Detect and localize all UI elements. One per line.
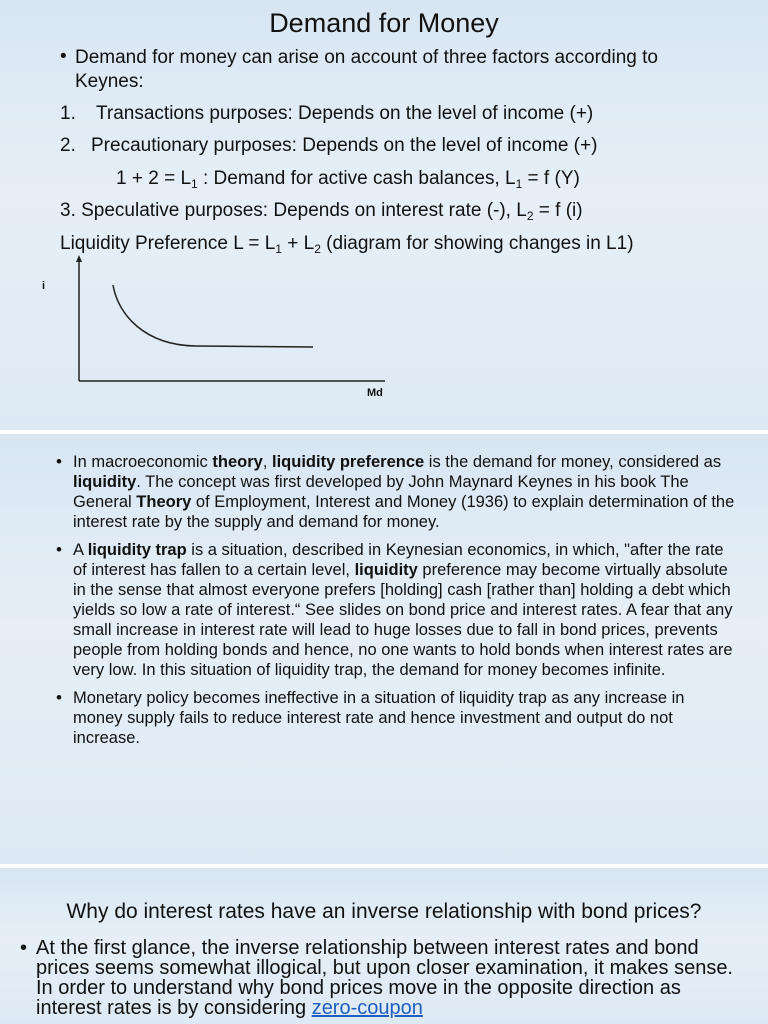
lp-sub-1: 1	[275, 242, 282, 256]
item-1-text: Transactions purposes: Depends on the level of income (+)	[96, 103, 594, 124]
lp-pre: Liquidity Preference L = L	[60, 233, 276, 254]
paragraph	[20, 938, 750, 1018]
text-run: Monetary policy becomes ineffective in a situation of liquidity trap as any increase in money supply fails to reduce interest rate and hence investment and output do not increase.	[73, 689, 685, 747]
spec-post: = f (i)	[533, 200, 583, 221]
active-sub: 1	[191, 177, 198, 191]
slide-title: Demand for Money	[269, 8, 499, 38]
active-pre: 1 + 2 = L	[116, 168, 192, 189]
list-item	[56, 688, 736, 748]
active-sub-2: 1	[515, 177, 523, 191]
spec-pre: 3. Speculative purposes: Depends on interest rate (-), L	[60, 200, 527, 221]
lp-post: (diagram for showing changes in L1)	[320, 233, 634, 254]
intro-line-2: Keynes:	[75, 71, 144, 92]
bold-run: liquidity	[354, 561, 418, 579]
list-item	[56, 452, 736, 532]
item-2-text: Precautionary purposes: Depends on the level of income (+)	[91, 135, 598, 156]
bold-run: theory	[212, 453, 263, 471]
text-run: . The concept was first developed by John Maynard Keynes in his book The General	[73, 473, 689, 511]
graph-y-label: i	[42, 280, 46, 292]
text-run: is a situation, described in Keynesian economics, in which, "after the rate of interest has fallen to a certain level,	[73, 541, 724, 579]
active-post: = f (Y)	[522, 168, 580, 189]
text-run: In macroeconomic	[73, 453, 213, 471]
liquidity-preference-diagram	[40, 255, 420, 415]
intro-line-1: Demand for money can arise on account of three factors according to	[75, 47, 658, 68]
item-2-number: 2.	[60, 135, 76, 156]
speculative-line	[60, 199, 583, 228]
bold-run: liquidity trap	[87, 541, 187, 559]
graph-x-label: Md	[367, 387, 383, 399]
bullet-icon: •	[60, 46, 67, 67]
bullet-list	[56, 452, 736, 756]
list-item	[56, 540, 736, 680]
spec-sub: 2	[526, 209, 534, 223]
active-mid: : Demand for active cash balances, L	[197, 168, 516, 189]
slide-bond-prices	[0, 868, 768, 1024]
lp-sub-2: 2	[314, 242, 321, 256]
text-run: is the demand for money, considered as	[424, 453, 722, 471]
slide-demand-for-money	[0, 0, 768, 430]
lp-mid: + L	[281, 233, 315, 254]
zero-coupon-link[interactable]: zero-coupon	[311, 997, 423, 1019]
text-run: ,	[262, 453, 272, 471]
bold-run: liquidity preference	[272, 453, 425, 471]
paragraph-text: At the first glance, the inverse relationship between interest rates and bond prices seems somewhat illogical, but upon closer examination, it makes sense. In order to understand why bond prices move in the opposite direction as interest rates is by considering	[36, 937, 733, 1019]
text-run: preference may become virtually absolute in the sense that almost everyone prefers [holding] cash [rather than] holding a debt which yields so low a rate of interest.“ See slides on bond price and interest rates. A fear that any small increase in interest rate will lead to huge losses due to fall in bond prices, prevents people from holding bonds and hence, no one wants to hold bonds when interest rates are very low. In this situation of liquidity trap, the demand for money becomes infinite.	[73, 561, 733, 679]
text-run: A	[73, 541, 88, 559]
demand-curve	[113, 285, 313, 347]
bold-run: Theory	[136, 493, 192, 511]
slide-liquidity-trap	[0, 434, 768, 864]
active-balances-line	[116, 167, 580, 196]
slide-title: Why do interest rates have an inverse relationship with bond prices?	[66, 900, 702, 923]
y-axis-arrow	[76, 255, 82, 262]
bold-run: liquidity	[73, 473, 137, 491]
item-1-number: 1.	[60, 103, 76, 124]
bullet-icon: •	[20, 937, 28, 959]
text-run: of Employment, Interest and Money (1936) to explain determination of the interest rate by the supply and demand for money.	[73, 493, 735, 531]
